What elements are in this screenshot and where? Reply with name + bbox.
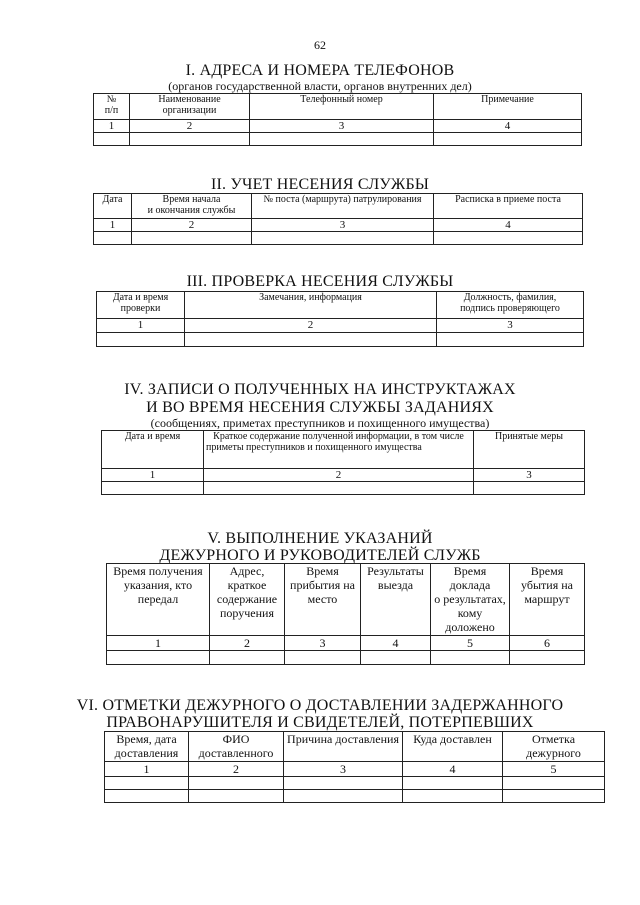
header-cell: Замечания, информация xyxy=(185,292,437,319)
section-1-subtitle: (органов государственной власти, органов внутренних дел) xyxy=(168,79,472,93)
empty-cell[interactable] xyxy=(105,790,189,803)
column-number: 5 xyxy=(431,636,510,651)
empty-cell[interactable] xyxy=(189,790,284,803)
empty-cell[interactable] xyxy=(94,232,132,245)
column-number: 2 xyxy=(210,636,285,651)
column-number: 3 xyxy=(474,469,585,482)
empty-row xyxy=(102,482,585,495)
empty-row xyxy=(94,133,582,146)
empty-cell[interactable] xyxy=(102,482,204,495)
number-row xyxy=(94,120,582,133)
column-number: 6 xyxy=(510,636,585,651)
empty-cell[interactable] xyxy=(284,790,403,803)
section-2-table xyxy=(93,193,583,245)
header-cell: Время начала и окончания службы xyxy=(132,194,252,219)
section-1-title: I. АДРЕСА И НОМЕРА ТЕЛЕФОНОВ xyxy=(185,62,455,79)
header-cell: Примечание xyxy=(434,94,582,120)
empty-cell[interactable] xyxy=(130,133,250,146)
empty-cell[interactable] xyxy=(503,790,605,803)
empty-row xyxy=(107,651,585,665)
column-number: 2 xyxy=(130,120,250,133)
number-row xyxy=(102,469,585,482)
number-row xyxy=(94,219,583,232)
header-cell: № п/п xyxy=(94,94,130,120)
section-6-table xyxy=(104,731,605,803)
empty-row xyxy=(97,333,584,347)
section-1-table xyxy=(93,93,582,146)
column-number: 3 xyxy=(284,762,403,777)
header-row xyxy=(105,732,605,762)
empty-cell[interactable] xyxy=(250,133,434,146)
header-cell: Краткое содержание полученной информации, в том числе приметы преступников и похищенного имущества xyxy=(204,431,474,469)
empty-cell[interactable] xyxy=(361,651,431,665)
empty-cell[interactable] xyxy=(403,777,503,790)
number-row xyxy=(97,319,584,333)
header-cell: ФИО доставленного xyxy=(189,732,284,762)
empty-cell[interactable] xyxy=(105,777,189,790)
section-4-title-line2: И ВО ВРЕМЯ НЕСЕНИЯ СЛУЖБЫ ЗАДАНИЯХ xyxy=(146,399,494,416)
column-number: 1 xyxy=(94,120,130,133)
section-5-title-line1: V. ВЫПОЛНЕНИЕ УКАЗАНИЙ xyxy=(207,530,433,547)
section-5-title-line2: ДЕЖУРНОГО И РУКОВОДИТЕЛЕЙ СЛУЖБ xyxy=(159,547,481,564)
column-number: 2 xyxy=(204,469,474,482)
empty-row xyxy=(105,790,605,803)
header-cell: Телефонный номер xyxy=(250,94,434,120)
column-number: 4 xyxy=(403,762,503,777)
header-cell: Расписка в приеме поста xyxy=(434,194,583,219)
section-3-table xyxy=(96,291,584,347)
page-number: 62 xyxy=(314,38,326,52)
empty-cell[interactable] xyxy=(210,651,285,665)
empty-cell[interactable] xyxy=(474,482,585,495)
section-4-subtitle: (сообщениях, приметах преступников и похищенного имущества) xyxy=(150,416,490,430)
empty-cell[interactable] xyxy=(189,777,284,790)
section-6-title-line1: VI. ОТМЕТКИ ДЕЖУРНОГО О ДОСТАВЛЕНИИ ЗАДЕРЖАННОГО xyxy=(76,697,564,714)
header-cell: Время прибытия на место xyxy=(285,564,361,636)
header-cell: Время доклада о результатах, кому доложено xyxy=(431,564,510,636)
section-3-title: III. ПРОВЕРКА НЕСЕНИЯ СЛУЖБЫ xyxy=(186,273,454,290)
section-2-title: II. УЧЕТ НЕСЕНИЯ СЛУЖБЫ xyxy=(210,176,429,193)
empty-row xyxy=(94,232,583,245)
column-number: 1 xyxy=(107,636,210,651)
column-number: 3 xyxy=(285,636,361,651)
empty-cell[interactable] xyxy=(510,651,585,665)
empty-cell[interactable] xyxy=(107,651,210,665)
empty-cell[interactable] xyxy=(434,133,582,146)
header-cell: № поста (маршрута) патрулирования xyxy=(252,194,434,219)
header-cell: Должность, фамилия, подпись проверяющего xyxy=(437,292,584,319)
empty-cell[interactable] xyxy=(503,777,605,790)
column-number: 1 xyxy=(97,319,185,333)
header-cell: Дата и время xyxy=(102,431,204,469)
header-cell: Результаты выезда xyxy=(361,564,431,636)
empty-cell[interactable] xyxy=(185,333,437,347)
empty-cell[interactable] xyxy=(437,333,584,347)
number-row xyxy=(107,636,585,651)
header-cell: Время получения указания, кто передал xyxy=(107,564,210,636)
header-cell: Время, дата доставления xyxy=(105,732,189,762)
column-number: 3 xyxy=(252,219,434,232)
header-row xyxy=(107,564,585,636)
empty-cell[interactable] xyxy=(204,482,474,495)
column-number: 1 xyxy=(102,469,204,482)
column-number: 4 xyxy=(434,219,583,232)
header-row xyxy=(102,431,585,469)
column-number: 4 xyxy=(434,120,582,133)
section-6-title-line2: ПРАВОНАРУШИТЕЛЯ И СВИДЕТЕЛЕЙ, ПОТЕРПЕВШИХ xyxy=(106,714,534,731)
header-cell: Отметка дежурного xyxy=(503,732,605,762)
header-cell: Принятые меры xyxy=(474,431,585,469)
header-row xyxy=(94,94,582,120)
column-number: 2 xyxy=(189,762,284,777)
empty-row xyxy=(105,777,605,790)
column-number: 2 xyxy=(185,319,437,333)
header-cell: Дата xyxy=(94,194,132,219)
column-number: 1 xyxy=(105,762,189,777)
empty-cell[interactable] xyxy=(97,333,185,347)
empty-cell[interactable] xyxy=(252,232,434,245)
empty-cell[interactable] xyxy=(434,232,583,245)
empty-cell[interactable] xyxy=(284,777,403,790)
number-row xyxy=(105,762,605,777)
section-4-title-line1: IV. ЗАПИСИ О ПОЛУЧЕННЫХ НА ИНСТРУКТАЖАХ xyxy=(124,381,516,398)
column-number: 3 xyxy=(250,120,434,133)
column-number: 4 xyxy=(361,636,431,651)
column-number: 1 xyxy=(94,219,132,232)
section-5-table xyxy=(106,563,585,665)
section-4-table xyxy=(101,430,585,495)
empty-cell[interactable] xyxy=(94,133,130,146)
header-row xyxy=(97,292,584,319)
header-cell: Дата и время проверки xyxy=(97,292,185,319)
empty-cell[interactable] xyxy=(403,790,503,803)
header-cell: Время убытия на маршрут xyxy=(510,564,585,636)
empty-cell[interactable] xyxy=(431,651,510,665)
empty-cell[interactable] xyxy=(132,232,252,245)
column-number: 3 xyxy=(437,319,584,333)
column-number: 2 xyxy=(132,219,252,232)
header-cell: Куда доставлен xyxy=(403,732,503,762)
header-cell: Причина доставления xyxy=(284,732,403,762)
empty-cell[interactable] xyxy=(285,651,361,665)
column-number: 5 xyxy=(503,762,605,777)
header-cell: Наименование организации xyxy=(130,94,250,120)
header-row xyxy=(94,194,583,219)
header-cell: Адрес, краткое содержание поручения xyxy=(210,564,285,636)
